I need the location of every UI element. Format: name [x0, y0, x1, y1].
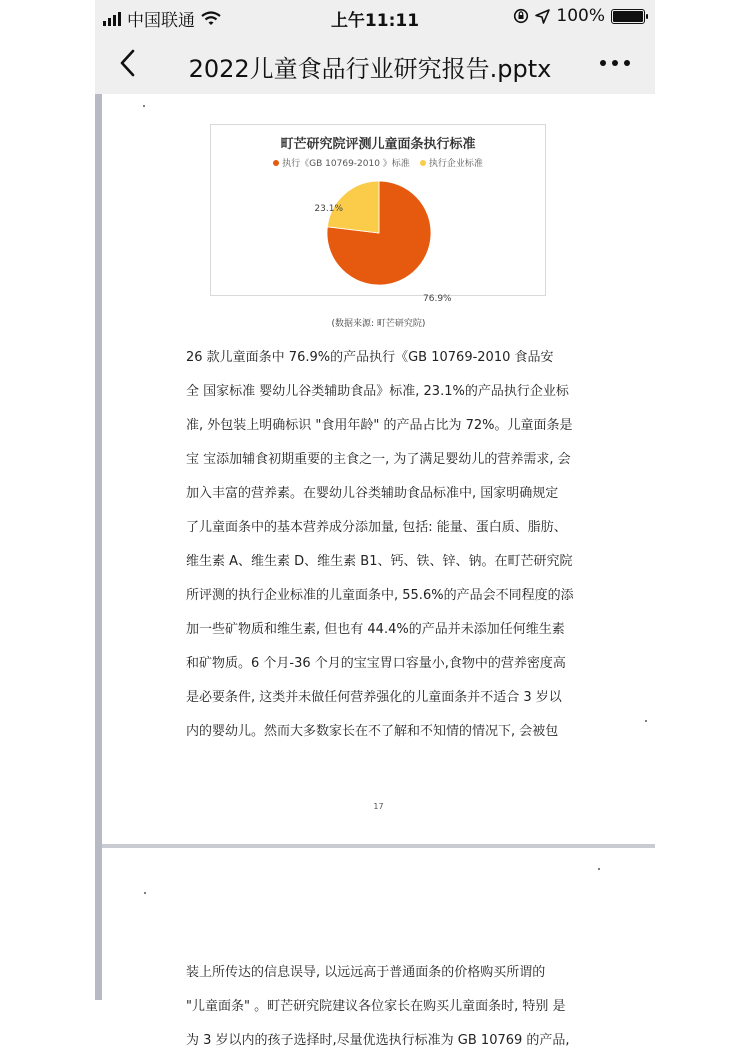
status-time: 上午11:11: [330, 11, 420, 31]
pie-chart: [210, 124, 546, 304]
page-speck: [598, 868, 600, 870]
page-speck: [645, 720, 647, 722]
body-paragraph: [186, 956, 586, 1058]
more-horizontal-icon: [600, 60, 630, 66]
carrier-name: 中国联通: [127, 11, 195, 31]
battery-icon: [611, 9, 645, 24]
text-line: 加入丰富的营养素。在婴幼儿谷类辅助食品标准中, 国家明确规定: [186, 486, 559, 501]
document-page: [102, 848, 655, 1048]
status-bar: [95, 0, 655, 32]
text-line: 维生素 A、维生素 D、维生素 B1、钙、铁、锌、钠。在町芒研究院: [186, 554, 573, 569]
page-number: 17: [373, 802, 384, 811]
text-line: 所评测的执行企业标准的儿童面条中, 55.6%的产品会不同程度的添: [186, 588, 574, 603]
text-line: 内的婴幼儿。然而大多数家长在不了解和不知情的情况下, 会被包: [186, 724, 559, 739]
viewer-gutter: [95, 94, 102, 1000]
back-button[interactable]: [113, 46, 143, 80]
chart-title: 町芒研究院评测儿童面条执行标准: [280, 137, 476, 152]
chevron-left-icon: [122, 51, 133, 75]
text-line: 和矿物质。6 个月-36 个月的宝宝胃口容量小,食物中的营养密度高: [186, 656, 566, 671]
document-page: [102, 94, 655, 844]
more-button[interactable]: [597, 54, 633, 72]
status-right: [513, 6, 645, 26]
text-line: 准, 外包装上明确标识 "食用年龄" 的产品占比为 72%。儿童面条是: [186, 418, 573, 433]
text-line: "儿童面条" 。町芒研究院建议各位家长在购买儿童面条时, 特别 是: [186, 999, 566, 1014]
battery-percent: 100%: [556, 6, 605, 26]
orientation-lock-icon: [513, 8, 529, 24]
pie-canvas: [211, 125, 547, 304]
body-paragraph: [186, 341, 586, 749]
text-line: 加一些矿物质和维生素, 但也有 44.4%的产品并未添加任何维生素: [186, 622, 565, 637]
text-line: 26 款儿童面条中 76.9%的产品执行《GB 10769-2010 食品安: [186, 350, 554, 365]
location-icon: [535, 9, 550, 24]
text-line: 全 国家标准 婴幼儿谷类辅助食品》标准, 23.1%的产品执行企业标: [186, 384, 569, 399]
text-line: 装上所传达的信息误导, 以远远高于普通面条的价格购买所谓的: [186, 965, 546, 980]
legend-label: 执行《GB 10769-2010 》标准: [282, 159, 410, 169]
document-viewer[interactable]: [95, 94, 655, 1048]
legend-label: 执行企业标准: [428, 159, 483, 169]
battery-level: [613, 11, 643, 22]
page-speck: [143, 105, 145, 107]
document-title: 2022儿童食品行业研究报告.pptx: [188, 55, 552, 83]
pie-data-label: 76.9%: [423, 294, 452, 304]
pie-data-label: 23.1%: [314, 204, 343, 214]
text-line: 了儿童面条中的基本营养成分添加量, 包括: 能量、蛋白质、脂肪、: [186, 520, 567, 535]
text-line: 为 3 岁以内的孩子选择时,尽量优选执行标准为 GB 10769 的产品,: [186, 1033, 570, 1048]
text-line: 是必要条件, 这类并未做任何营养强化的儿童面条并不适合 3 岁以: [186, 690, 562, 705]
navigation-bar: [95, 32, 655, 94]
text-line: 宝 宝添加辅食初期重要的主食之一, 为了满足婴幼儿的营养需求, 会: [186, 452, 571, 467]
page-speck: [144, 892, 146, 894]
chart-caption: (数据来源: 町芒研究院): [331, 319, 426, 329]
